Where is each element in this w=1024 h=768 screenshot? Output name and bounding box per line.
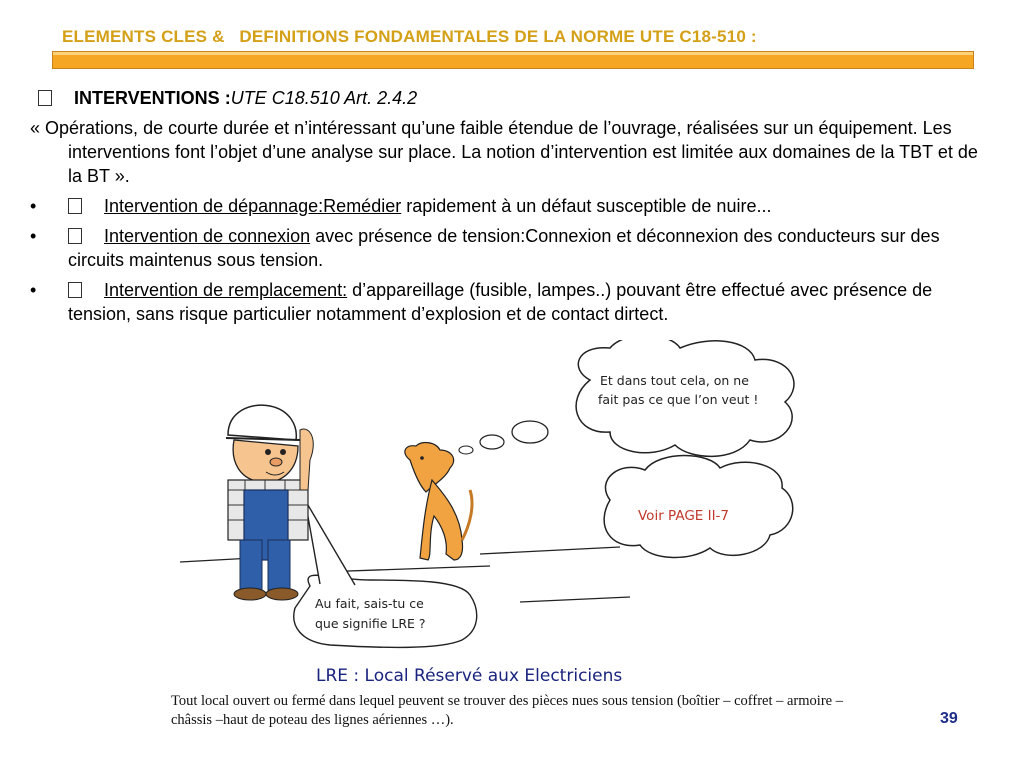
electrician-character xyxy=(226,405,313,600)
heading-bold: INTERVENTIONS : xyxy=(74,88,231,108)
speech-line2: que signifie LRE ? xyxy=(315,616,426,631)
bullet-dot: • xyxy=(30,280,37,300)
slide-body xyxy=(30,86,980,332)
thought-cloud-middle xyxy=(604,456,793,558)
title-underline-bar xyxy=(52,51,974,69)
bullet-dot: • xyxy=(30,226,37,246)
cloud-top-line2: fait pas ce que l’on veut ! xyxy=(598,392,759,407)
bullet-item xyxy=(30,278,980,326)
bullet-item xyxy=(30,224,980,272)
bullet-text: rapidement à un défaut susceptible de nuire... xyxy=(401,196,772,216)
page-number: 39 xyxy=(940,710,958,727)
floor-line xyxy=(480,547,620,554)
bullet-dot: • xyxy=(30,196,37,216)
checkbox-square-icon xyxy=(68,282,82,298)
speech-line1: Au fait, sais-tu ce xyxy=(315,596,424,611)
bullet-term: Intervention de remplacement: xyxy=(104,280,348,300)
hard-hat xyxy=(228,405,296,440)
checkbox-square-icon xyxy=(68,228,82,244)
definition-quote: « Opérations, de courte durée et n’intéressant qu’une faible étendue de l’ouvrage, réalisées sur un équipement. Les interventions font l’objet d’une analyse sur place. La notion d’intervention est limitée aux domaines de la TBT et de la BT ». xyxy=(30,118,978,186)
lre-definition: Tout local ouvert ou fermé dans lequel peuvent se trouver des pièces nues sous tension (boîtier – coffret – armoire – châssis –haut de poteau des lignes aériennes …). xyxy=(171,693,843,728)
worker-face xyxy=(233,440,298,482)
checkbox-square-icon xyxy=(38,90,52,106)
bullet-item xyxy=(30,194,980,218)
cat-character xyxy=(405,443,472,560)
thought-cloud-top xyxy=(459,340,794,456)
slide-title: ELEMENTS CLES & DEFINITIONS FONDAMENTALES DE LA NORME UTE C18-510 : xyxy=(62,27,757,46)
cloud-mid-text: Voir PAGE II-7 xyxy=(638,508,730,524)
bullet-term: Intervention de connexion xyxy=(104,226,311,246)
lre-title: LRE : Local Réservé aux Electriciens xyxy=(316,666,623,686)
heading-reference: UTE C18.510 Art. 2.4.2 xyxy=(230,88,418,108)
cloud-top-line1: Et dans tout cela, on ne xyxy=(600,373,749,388)
floor-line xyxy=(520,597,630,602)
bullet-term: Intervention de dépannage:Remédier xyxy=(104,196,402,216)
bullet-text: avec présence de tension:Connexion et déconnexion des conducteurs sur des circuits maintenus sous tension. xyxy=(68,226,940,270)
section-heading xyxy=(30,86,980,110)
cartoon-illustration xyxy=(170,340,980,750)
checkbox-square-icon xyxy=(68,198,82,214)
bullet-text: d’appareillage (fusible, lampes..) pouvant être effectué avec présence de tension, sans risque particulier notamment d’explosion et de contact dirtect. xyxy=(68,280,933,324)
